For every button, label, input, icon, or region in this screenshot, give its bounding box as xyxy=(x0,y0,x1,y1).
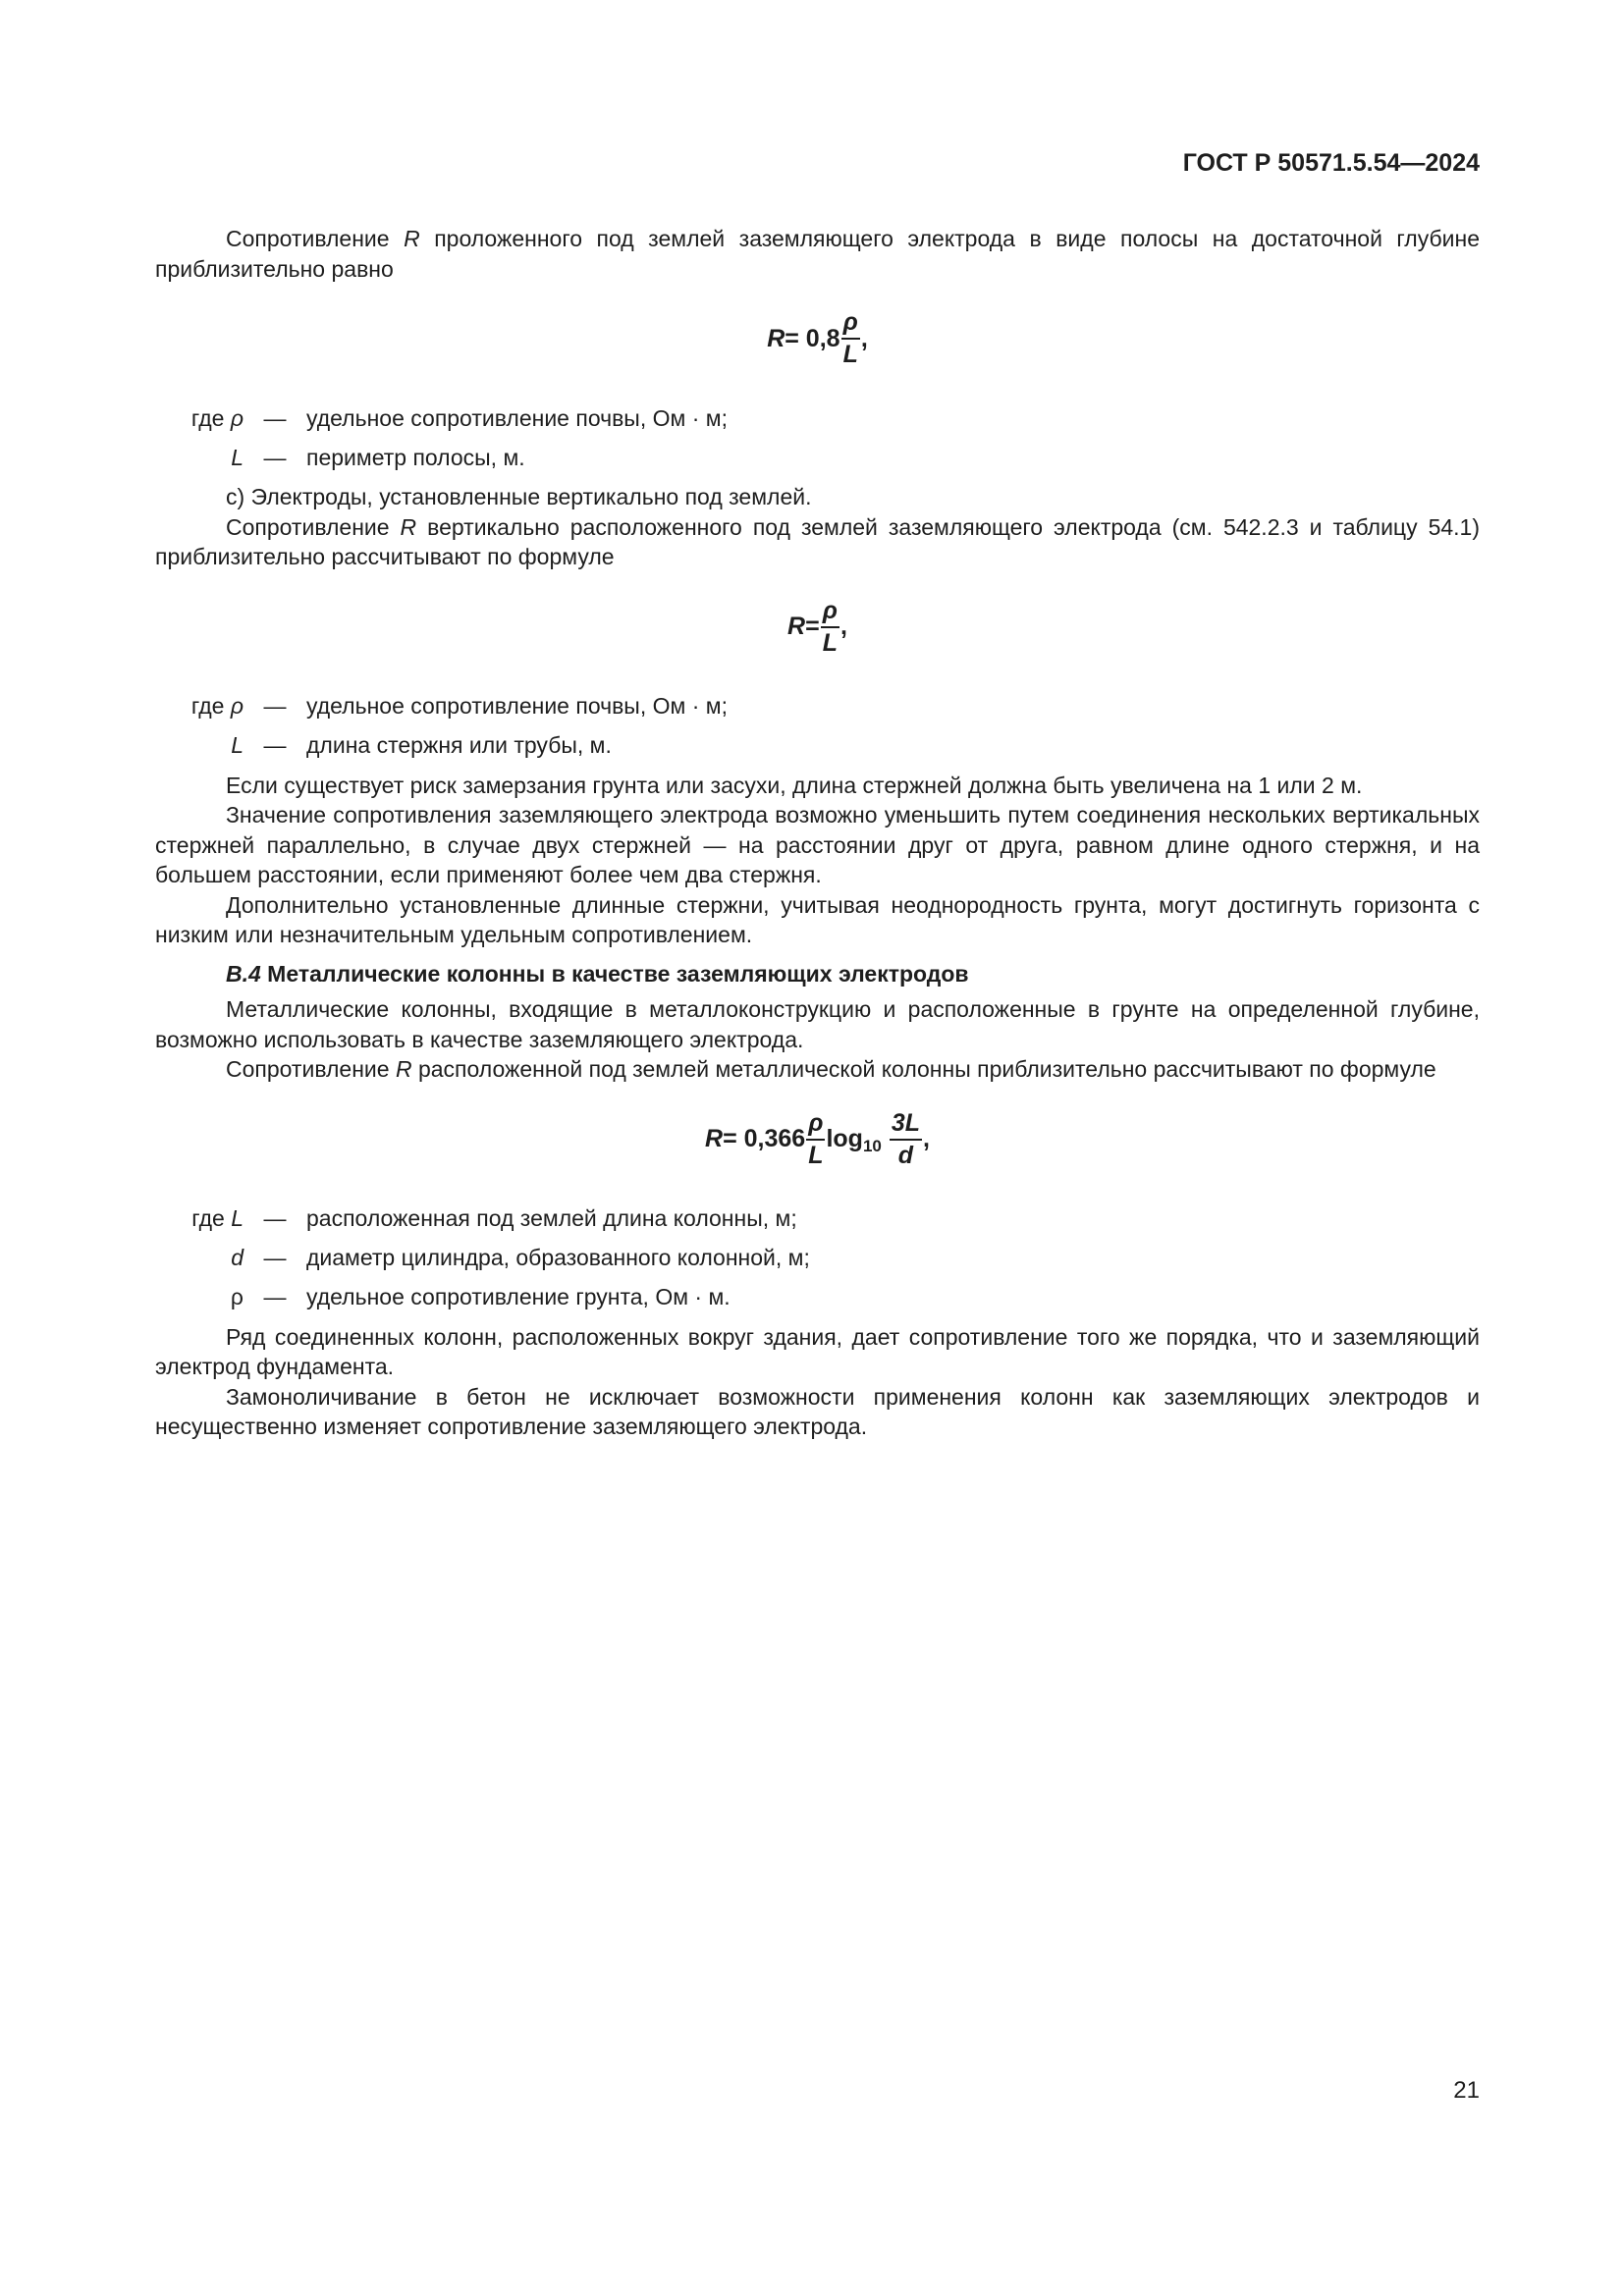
legend-text: удельное сопротивление грунта, Ом · м. xyxy=(306,1284,731,1310)
document-body xyxy=(155,224,1480,1442)
text-fragment: Сопротивление xyxy=(226,1056,396,1082)
legend-symbol: L xyxy=(231,732,244,759)
fraction-denominator: d xyxy=(897,1141,914,1169)
formula-tail: , xyxy=(840,613,847,641)
fraction xyxy=(890,1109,922,1170)
formula-coefficient: = 0,8 xyxy=(785,324,840,352)
fraction-denominator: L xyxy=(822,628,838,657)
legend-dash: — xyxy=(263,444,287,470)
text-fragment: проложенного под землей заземляющего электрода в виде полосы на достаточной глубине приблизительно равно xyxy=(155,226,1480,282)
legend-dash: — xyxy=(263,693,287,720)
fraction-denominator: L xyxy=(842,341,858,368)
formula-equals: = xyxy=(805,613,820,641)
legend-prefix: где xyxy=(190,693,225,720)
fraction-numerator: 3L xyxy=(890,1109,922,1141)
text-fragment: вертикально расположенного под землей заземляющего электрода (см. 542.2.3 и таблицу 54.1) приблизительно рассчитывают по формуле xyxy=(155,513,1480,569)
formula-lhs: R xyxy=(705,1125,724,1153)
section-number: В.4 xyxy=(226,960,261,987)
section-title: Металлические колонны в качестве заземляющих электродов xyxy=(260,960,969,987)
legend-text: диаметр цилиндра, образованного колонной, м; xyxy=(306,1245,810,1271)
legend-dash: — xyxy=(263,732,287,759)
legend-text: длина стержня или трубы, м. xyxy=(306,732,612,759)
legend-row xyxy=(155,399,1480,438)
legend-dash: — xyxy=(263,1284,287,1310)
fraction xyxy=(841,308,860,369)
paragraph-column-resistance xyxy=(155,1054,1480,1085)
legend-text: удельное сопротивление почвы, Ом · м; xyxy=(306,404,728,431)
formula-tail: , xyxy=(923,1125,930,1153)
legend-dash: — xyxy=(263,1245,287,1271)
legend-symbol: ρ xyxy=(230,404,244,431)
legend-row xyxy=(155,438,1480,477)
fraction-numerator: ρ xyxy=(841,308,860,340)
fraction-numerator: ρ xyxy=(821,597,839,628)
paragraph-metal-columns: Металлические колонны, входящие в металлоконструкцию и расположенные в грунте на определенной глубине, возможно использовать в качестве заземляющего электрода. xyxy=(155,996,1480,1052)
paragraph-vertical-electrodes: с) Электроды, установленные вертикально под землей. xyxy=(226,484,812,509)
legend-row xyxy=(155,1239,1480,1278)
formula-vertical-resistance xyxy=(155,572,1480,682)
log-function: log xyxy=(826,1125,863,1153)
formula-coefficient: = 0,366 xyxy=(723,1125,806,1153)
legend-block-2 xyxy=(155,682,1480,771)
paragraph-concrete-embedding: Замоноличивание в бетон не исключает возможности применения колонн как заземляющих электродов и несущественно изменяет сопротивление заземляющего электрода. xyxy=(155,1383,1480,1439)
legend-block-3 xyxy=(155,1195,1480,1322)
text-fragment: расположенной под землей металлической колонны приблизительно рассчитывают по формуле xyxy=(411,1056,1436,1082)
fraction xyxy=(806,1109,825,1170)
fraction xyxy=(821,597,839,658)
legend-symbol: ρ xyxy=(230,693,244,720)
legend-row xyxy=(155,1278,1480,1317)
paragraph-frost-risk: Если существует риск замерзания грунта или засухи, длина стержней должна быть увеличена на 1 или 2 м. xyxy=(226,772,1363,798)
legend-text: расположенная под землей длина колонны, м; xyxy=(306,1205,797,1232)
paragraph-strip-electrode xyxy=(155,224,1480,284)
legend-row xyxy=(155,1200,1480,1239)
legend-prefix: где xyxy=(191,1205,225,1232)
formula-lhs: R xyxy=(787,613,806,641)
legend-symbol: L xyxy=(231,1205,244,1232)
paragraph-vertical-resistance xyxy=(155,512,1480,572)
legend-block-1 xyxy=(155,394,1480,482)
legend-symbol: L xyxy=(231,444,244,470)
document-header: ГОСТ Р 50571.5.54—2024 xyxy=(1182,149,1480,177)
fraction-numerator: ρ xyxy=(806,1109,825,1141)
formula-column-resistance xyxy=(155,1085,1480,1195)
text-fragment: Сопротивление xyxy=(226,513,401,540)
legend-symbol: d xyxy=(231,1245,244,1271)
legend-prefix: где xyxy=(190,404,225,431)
legend-dash: — xyxy=(263,404,287,431)
legend-row xyxy=(155,687,1480,726)
fraction-denominator: L xyxy=(808,1141,824,1169)
text-fragment: Сопротивление xyxy=(226,226,405,251)
legend-text: периметр полосы, м. xyxy=(306,444,525,470)
page-number: 21 xyxy=(1453,2077,1480,2104)
section-heading-b4 xyxy=(155,959,1480,989)
variable-r: R xyxy=(404,226,420,251)
legend-row xyxy=(155,726,1480,766)
legend-dash: — xyxy=(263,1205,287,1232)
variable-r: R xyxy=(400,513,417,540)
legend-symbol: ρ xyxy=(230,1284,244,1310)
paragraph-parallel-rods: Значение сопротивления заземляющего электрода возможно уменьшить путем соединения нескольких вертикальных стержней параллельно, в случае двух стержней — на расстоянии друг от друга, равном длине одного стержня, и на большем расстоянии, если применяют более чем два стержня. xyxy=(155,802,1480,887)
formula-lhs: R xyxy=(767,324,785,352)
paragraph-connected-columns: Ряд соединенных колонн, расположенных вокруг здания, дает сопротивление того же порядка, что и заземляющий электрод фундамента. xyxy=(155,1323,1480,1379)
legend-text: удельное сопротивление почвы, Ом · м; xyxy=(306,693,728,720)
variable-r: R xyxy=(395,1056,412,1082)
formula-tail: , xyxy=(860,324,868,352)
log-base: 10 xyxy=(862,1137,882,1156)
formula-strip-resistance xyxy=(155,284,1480,394)
paragraph-long-rods: Дополнительно установленные длинные стержни, учитывая неоднородность грунта, могут достигнуть горизонта с низким или незначительным удельным сопротивлением. xyxy=(155,891,1480,947)
